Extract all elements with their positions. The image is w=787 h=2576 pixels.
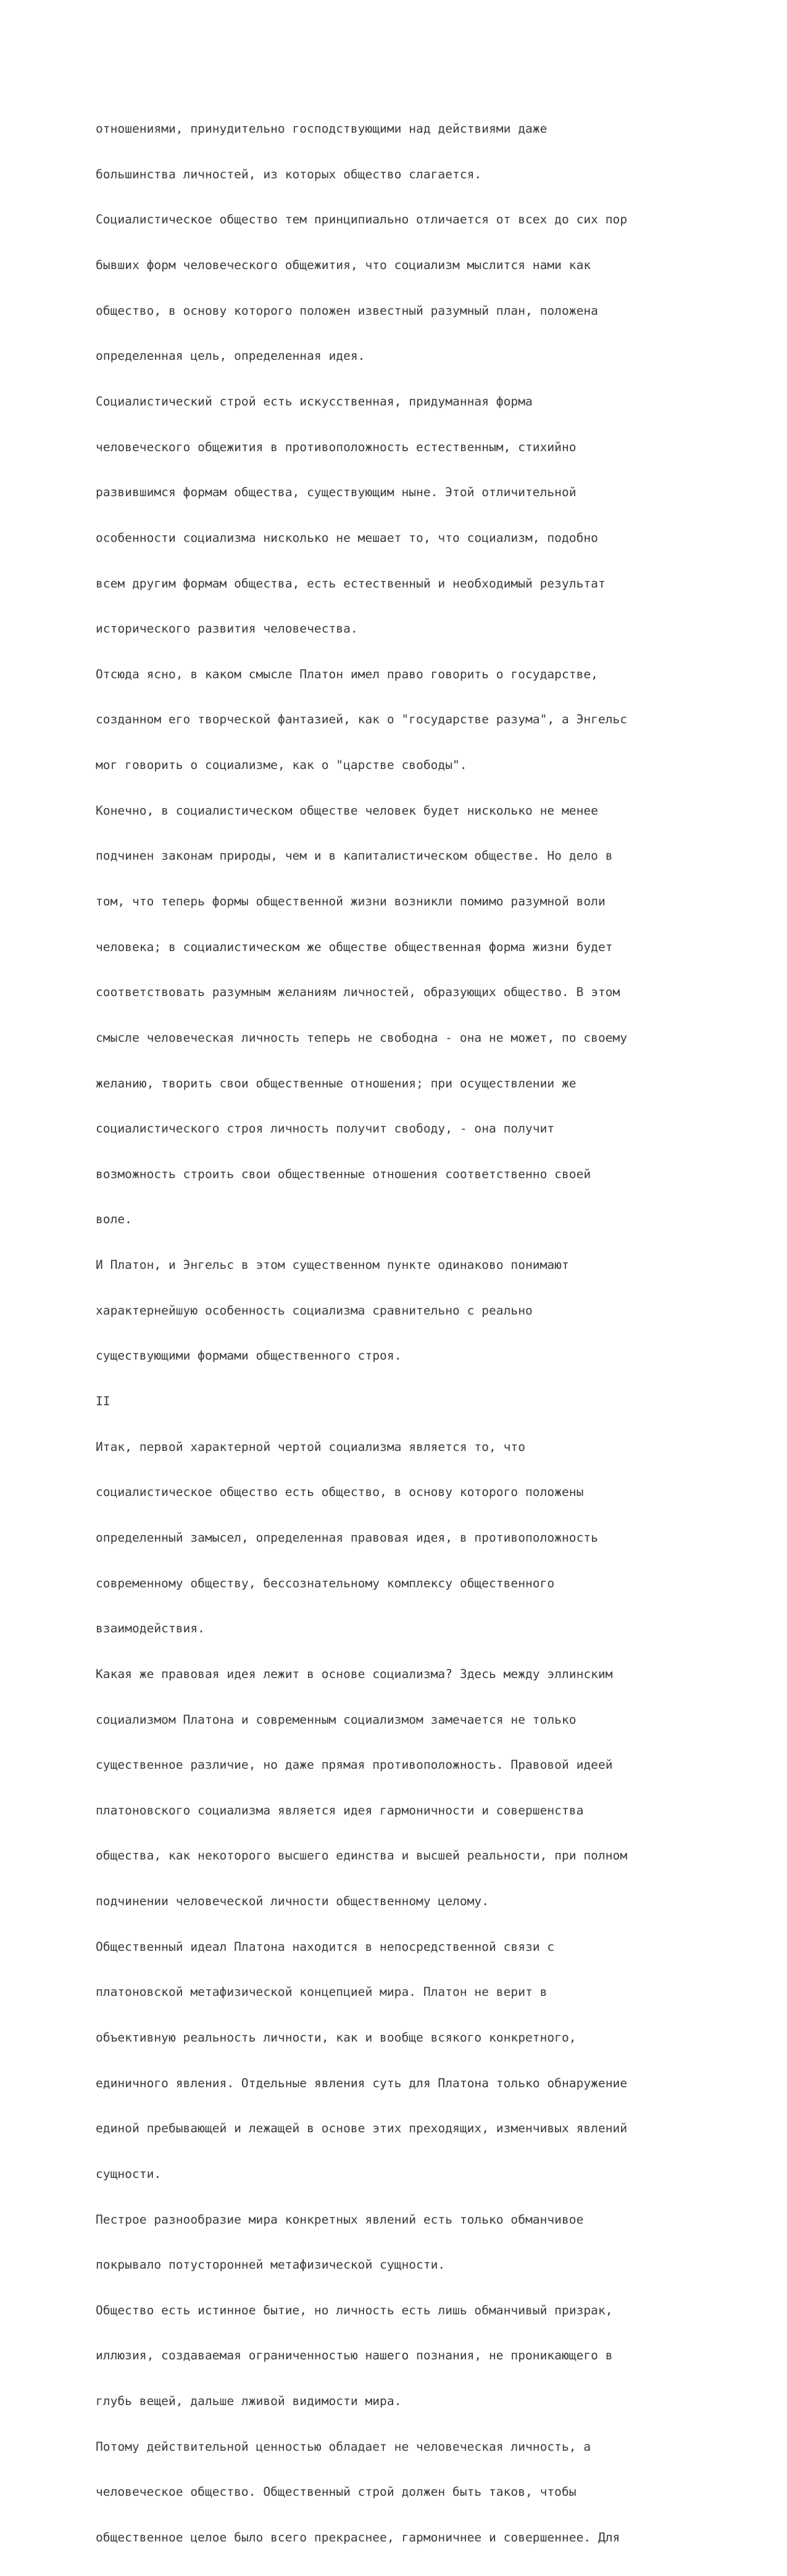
- text-line: возможность строить свои общественные отношения соответственно своей: [96, 1166, 591, 1181]
- text-line: Общественный идеал Платона находится в непосредственной связи с: [96, 1939, 555, 1954]
- text-line: желанию, творить свои общественные отношения; при осуществлении же: [96, 1076, 577, 1091]
- text-line: человеческого общежития в противоположность естественным, стихийно: [96, 439, 577, 454]
- text-line: отношениями, принудительно господствующими над действиями даже: [96, 122, 548, 136]
- text-line: человека; в социалистическом же обществе общественная форма жизни будет: [96, 939, 613, 954]
- text-line: исторического развития человечества.: [96, 621, 358, 636]
- text-line: единой пребывающей и лежащей в основе этих преходящих, изменчивых явлений: [96, 2121, 628, 2136]
- text-line: объективную реальность личности, как и вообще всякого конкретного,: [96, 2030, 577, 2045]
- text-line: Итак, первой характерной чертой социализма является то, что: [96, 1439, 525, 1454]
- text-line: платоновской метафизической концепцией мира. Платон не верит в: [96, 1985, 548, 2000]
- text-line: общество, в основу которого положен известный разумный план, положена: [96, 303, 598, 318]
- text-line: смысле человеческая личность теперь не свободна - она не может, по своему: [96, 1030, 628, 1045]
- text-line: Конечно, в социалистическом обществе человек будет нисколько не менее: [96, 803, 598, 818]
- text-line: общества, как некоторого высшего единства и высшей реальности, при полном: [96, 1848, 628, 1863]
- text-line: Какая же правовая идея лежит в основе социализма? Здесь между эллинским: [96, 1666, 613, 1681]
- text-line: общественное целое было всего прекраснее, гармоничнее и совершеннее. Для: [96, 2530, 620, 2545]
- text-line: Отсюда ясно, в каком смысле Платон имел право говорить о государстве,: [96, 667, 598, 681]
- text-line: существенное различие, но даже прямая противоположность. Правовой идеей: [96, 1758, 613, 1772]
- text-line: единичного явления. Отдельные явления суть для Платона только обнаружение: [96, 2075, 628, 2090]
- text-line: развившимся формам общества, существующим ныне. Этой отличительной: [96, 485, 577, 500]
- text-line: соответствовать разумным желаниям личностей, образующих общество. В этом: [96, 985, 620, 1000]
- text-line: подчинен законам природы, чем и в капиталистическом обществе. Но дело в: [96, 849, 613, 863]
- text-line: сущности.: [96, 2166, 162, 2181]
- text-line: социалистического строя личность получит свободу, - она получит: [96, 1121, 555, 1136]
- text-line: И Платон, и Энгельс в этом существенном пункте одинаково понимают: [96, 1258, 569, 1273]
- text-line: всем другим формам общества, есть естественный и необходимый результат: [96, 576, 606, 591]
- text-line: бывших форм человеческого общежития, что социализм мыслится нами как: [96, 258, 591, 273]
- text-line: большинства личностей, из которых общество слагается.: [96, 167, 482, 181]
- text-line: Пестрое разнообразие мира конкретных явлений есть только обманчивое: [96, 2212, 584, 2227]
- text-line: человеческое общество. Общественный строй должен быть таков, чтобы: [96, 2485, 577, 2499]
- text-line: современному обществу, бессознательному комплексу общественного: [96, 1576, 555, 1590]
- text-line: особенности социализма нисколько не мешает то, что социализм, подобно: [96, 530, 598, 545]
- text-line: определенная цель, определенная идея.: [96, 349, 365, 364]
- text-line: Потому действительной ценностью обладает не человеческая личность, а: [96, 2439, 591, 2454]
- text-line: том, что теперь формы общественной жизни возникли помимо разумной воли: [96, 894, 606, 908]
- text-line: характернейшую особенность социализма сравнительно с реально: [96, 1303, 533, 1318]
- text-line: существующими формами общественного строя.: [96, 1348, 402, 1363]
- body-text: [96, 91, 775, 2576]
- text-line: Социалистическое общество тем принципиально отличается от всех до сих пор: [96, 212, 628, 227]
- text-line: мог говорить о социализме, как о "царстве свободы".: [96, 758, 467, 773]
- text-line: социалистическое общество есть общество, в основу которого положены: [96, 1485, 584, 1500]
- text-line: определенный замысел, определенная правовая идея, в противоположность: [96, 1530, 598, 1545]
- text-line: социализмом Платона и современным социализмом замечается не только: [96, 1712, 577, 1727]
- text-line: платоновского социализма является идея гармоничности и совершенства: [96, 1803, 584, 1818]
- text-line: взаимодействия.: [96, 1621, 205, 1636]
- text-line: иллюзия, создаваемая ограниченностью нашего познания, не проникающего в: [96, 2348, 613, 2363]
- text-line: покрывало потусторонней метафизической сущности.: [96, 2258, 446, 2272]
- text-line: подчинении человеческой личности общественному целому.: [96, 1894, 489, 1909]
- text-line: глубь вещей, дальше лживой видимости мира.: [96, 2394, 402, 2409]
- text-line: воле.: [96, 1212, 132, 1227]
- text-line: созданном его творческой фантазией, как о "государстве разума", а Энгельс: [96, 712, 628, 727]
- text-line: Социалистический строй есть искусственная, придуманная форма: [96, 394, 533, 409]
- section-heading: II: [96, 1394, 110, 1409]
- text-line: Общество есть истинное бытие, но личность есть лишь обманчивый призрак,: [96, 2303, 613, 2317]
